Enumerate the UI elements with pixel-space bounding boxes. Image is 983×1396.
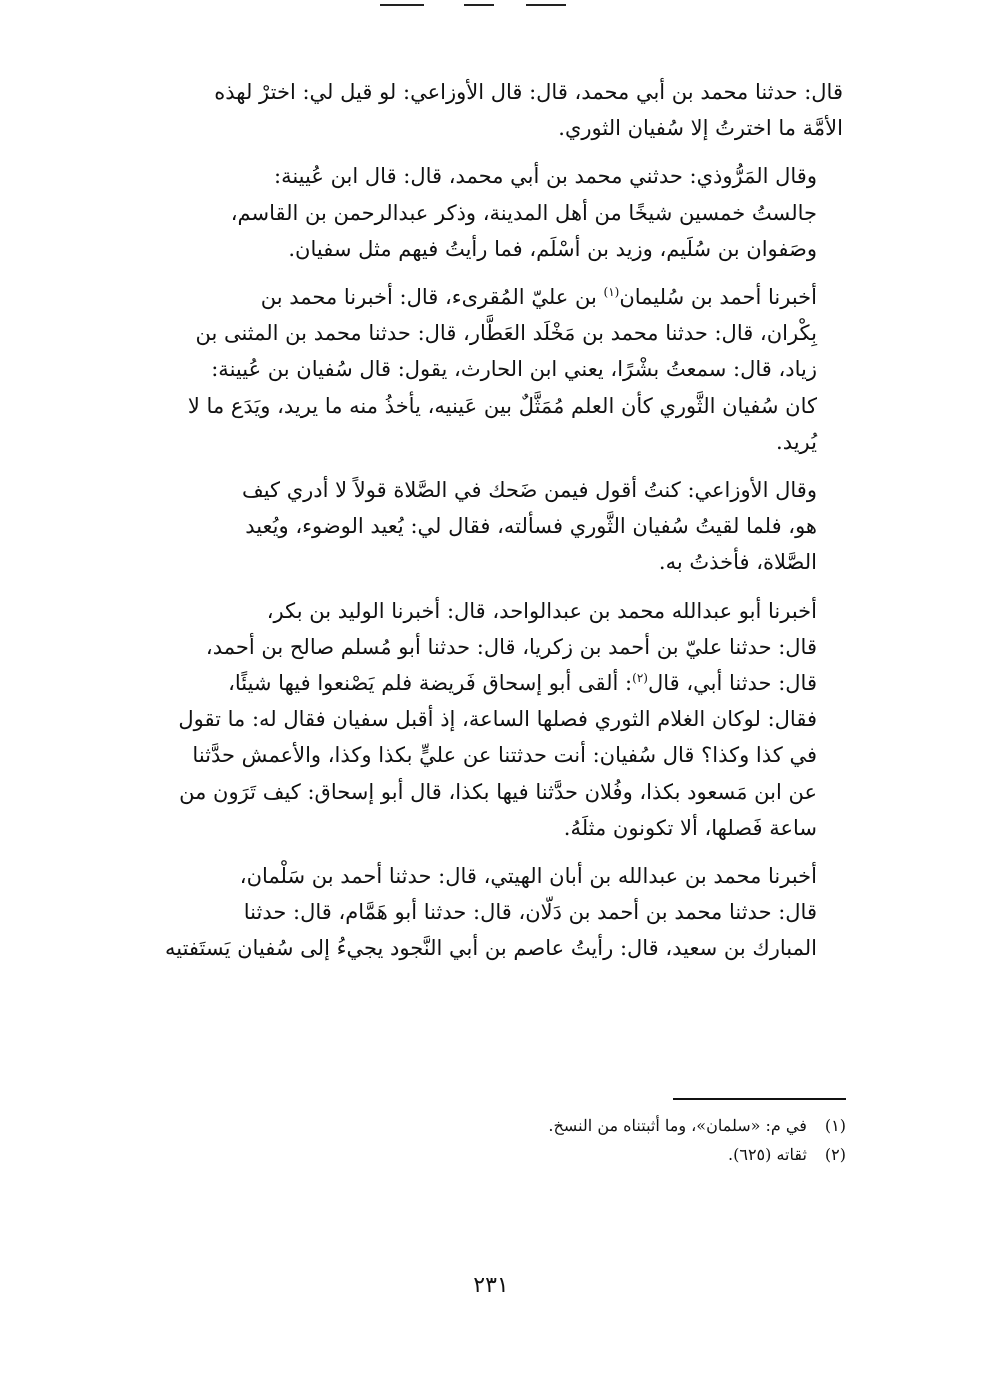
- text-line: كان سُفيان الثَّوري كأن العلم مُمَثَّلٌ بين عَينيه، يأخذُ منه ما يريد، ويَدَع ما لا: [187, 393, 817, 418]
- text-line: ساعة فَصلها، ألا تكونون مثلَهُ.: [563, 815, 817, 840]
- text-line: المبارك بن سعيد، قال: رأيتُ عاصم بن أبي النَّجود يجيءُ إلى سُفيان يَستَفتيه: [164, 936, 817, 961]
- text-line: قال: حدثنا محمد بن أحمد بن دَلّان، قال: حدثنا أبو هَمَّام، قال: حدثنا: [243, 900, 817, 925]
- text-line: يُريد.: [776, 429, 817, 454]
- text-segment: قال: حدثنا أبي، قال: [647, 671, 817, 696]
- footnote-marker: (٢): [632, 671, 648, 686]
- footnote-number: (١): [824, 1116, 846, 1135]
- footnote-number: (٢): [824, 1145, 846, 1164]
- text-line: الصَّلاة، فأخذتُ به.: [658, 550, 817, 575]
- main-text: [160, 74, 843, 979]
- footnote-marker: (١): [603, 285, 620, 300]
- text-line: [160, 665, 843, 701]
- paragraph-3: [160, 279, 843, 460]
- text-line: قال: حدثنا عليّ بن أحمد بن زكريا، قال: حدثنا أبو مُسلم صالح بن أحمد،: [205, 634, 817, 659]
- footnote-text: في م: «سلمان»، وما أثبتناه من النسخ.: [548, 1116, 807, 1135]
- text-line: قال: حدثنا محمد بن أبي محمد، قال: قال الأوزاعي: لو قيل لي: اخترْ لهذه: [214, 80, 843, 104]
- text-line: أخبرنا أبو عبدالله محمد بن عبدالواحد، قال: أخبرنا الوليد بن بكر،: [266, 598, 817, 623]
- paragraph-6: [160, 858, 843, 967]
- text-line: وقال الأوزاعي: كنتُ أقول فيمن ضَحك في الصَّلاة قولاً لا أدري كيف: [241, 478, 817, 503]
- text-line: وقال المَرُّوذي: حدثني محمد بن أبي محمد، قال: قال ابن عُيينة:: [274, 164, 817, 189]
- text-segment: أخبرنا أحمد بن سُليمان: [619, 285, 817, 310]
- text-segment: : ألقى أبو إسحاق فَريضة فلم يَصْنعوا فيها شيئًا،: [228, 671, 633, 696]
- text-line: عن ابن مَسعود بكذا، وفُلان حدَّثنا فيها بكذا، قال أبو إسحاق: كيف تَرَون من: [179, 779, 817, 804]
- text-line: فقال: لوكان الغلام الثوري فصلها الساعة، إذ أقبل سفيان فقال له: ما تقول: [178, 707, 817, 732]
- text-line: بِكْران، قال: حدثنا محمد بن مَخْلَد العَطَّار، قال: حدثنا محمد بن المثنى بن: [195, 321, 817, 346]
- paragraph-1: [160, 74, 843, 146]
- paragraph-2: [160, 158, 843, 267]
- footnote-text: ثقاته (٦٢٥).: [728, 1145, 807, 1164]
- text-line: الأمَّة ما اخترتُ إلا سُفيان الثوري.: [558, 116, 843, 141]
- paragraph-5: [160, 593, 843, 846]
- text-line: زياد، قال: سمعتُ بشْرًا، يعني ابن الحارث، يقول: قال سُفيان بن عُيينة:: [211, 357, 817, 382]
- text-line: هو، فلما لقيتُ سُفيان الثَّوري فسألته، فقال لي: يُعيد الوضوء، ويُعيد: [245, 514, 817, 539]
- footnotes: [380, 1111, 846, 1169]
- text-line: [160, 279, 843, 315]
- footnote-divider: [673, 1098, 846, 1100]
- text-line: أخبرنا محمد بن عبدالله بن أبان الهيتي، قال: حدثنا أحمد بن سَلْمان،: [239, 864, 817, 889]
- text-line: في كذا وكذا؟ قال سُفيان: أنت حدثتنا عن عليٍّ بكذا وكذا، والأعمش حدَّثنا: [192, 743, 817, 768]
- footnote-2: [380, 1140, 846, 1169]
- top-mark: [380, 4, 424, 6]
- text-line: وصَفوان بن سُلَيم، وزيد بن أسْلَم، فما رأيتُ فيهم مثل سفيان.: [288, 236, 817, 261]
- top-mark: [464, 4, 494, 6]
- page-number: ٢٣١: [473, 1273, 509, 1298]
- paragraph-4: [160, 472, 843, 581]
- top-mark: [526, 4, 566, 6]
- footnote-1: [380, 1111, 846, 1140]
- text-line: جالستُ خمسين شيخًا من أهل المدينة، وذكر عبدالرحمن بن القاسم،: [230, 200, 817, 225]
- text-segment: بن عليّ المُقرىء، قال: أخبرنا محمد بن: [260, 285, 604, 310]
- top-edge-marks: [380, 2, 590, 8]
